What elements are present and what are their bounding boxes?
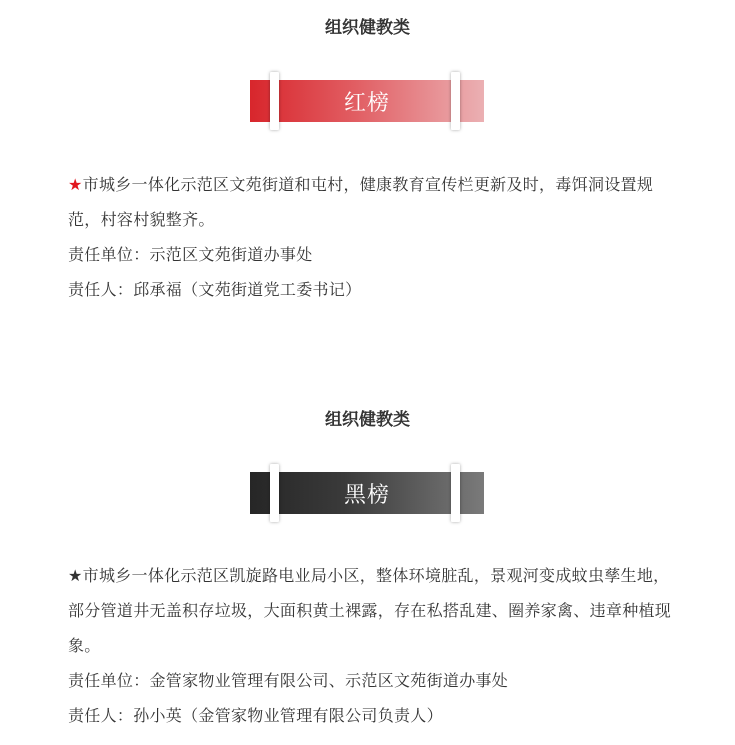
black-list-label: 黑榜 bbox=[343, 482, 390, 508]
banner-scroll-pole-left bbox=[270, 464, 279, 522]
red-list-responsible-person: 责任人：邱承福（文苑街道党工委书记） bbox=[68, 280, 362, 299]
section-title-red: 组织健教类 bbox=[325, 18, 410, 38]
black-list-item-text: 市城乡一体化示范区凯旋路电业局小区，整体环境脏乱，景观河变成蚊虫孳生地，部分管道井无盖积存垃圾，大面积黄土裸露，存在私搭乱建、圈养家禽、违章种植现象。 bbox=[68, 566, 672, 655]
banner-scroll-pole-left bbox=[270, 72, 279, 130]
banner-scroll-pole-right bbox=[451, 464, 460, 522]
black-list-responsible-unit: 责任单位：金管家物业管理有限公司、示范区文苑街道办事处 bbox=[68, 671, 509, 690]
red-list-item bbox=[68, 167, 673, 237]
red-list-content bbox=[68, 167, 673, 307]
black-star-icon: ★ bbox=[68, 566, 83, 585]
black-list-banner bbox=[250, 472, 484, 514]
banner-scroll-pole-right bbox=[451, 72, 460, 130]
red-star-icon: ★ bbox=[68, 175, 83, 194]
red-list-responsible-unit: 责任单位：示范区文苑街道办事处 bbox=[68, 245, 313, 264]
section-title-black: 组织健教类 bbox=[325, 410, 410, 430]
black-list-content bbox=[68, 558, 673, 733]
red-list-label: 红榜 bbox=[343, 90, 390, 116]
red-list-banner bbox=[250, 80, 484, 122]
black-list-responsible-person: 责任人：孙小英（金管家物业管理有限公司负责人） bbox=[68, 706, 443, 725]
black-list-item bbox=[68, 558, 673, 663]
red-list-item-text: 市城乡一体化示范区文苑街道和屯村，健康教育宣传栏更新及时，毒饵洞设置规范，村容村貌整齐。 bbox=[68, 175, 654, 229]
